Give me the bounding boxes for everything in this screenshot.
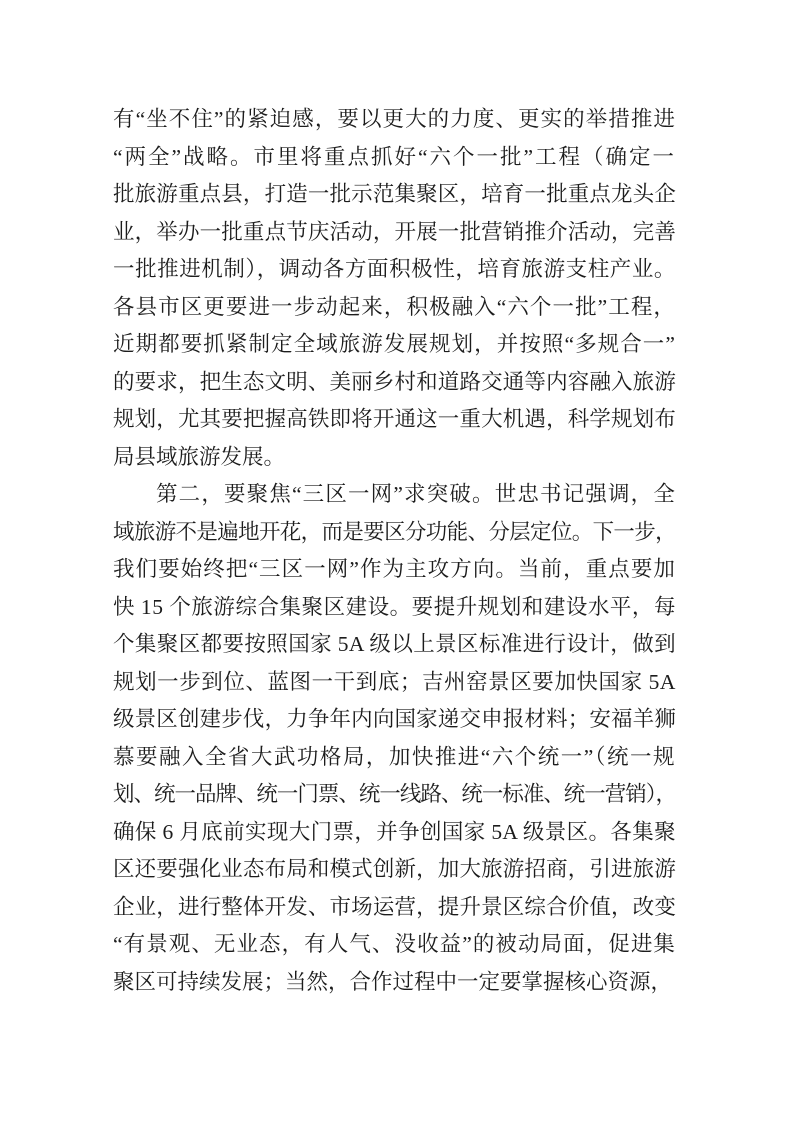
text-line: “有景观、无业态，有人气、没收益”的被动局面，促进集 — [113, 932, 676, 956]
text-line: 规划，尤其要把握高铁即将开通这一重大机遇，科学规划布 — [113, 407, 676, 431]
text-line: 第二，要聚焦“三区一网”求突破。世忠书记强调，全 — [156, 482, 676, 506]
text-line: 级景区创建步伐，力争年内向国家递交申报材料；安福羊狮 — [113, 707, 676, 731]
text-line: 确保 6 月底前实现大门票，并争创国家 5A 级景区。各集聚 — [113, 819, 676, 844]
text-line: 规划一步到位、蓝图一干到底；吉州窑景区要加快国家 5A — [113, 669, 676, 694]
text-line: 各县市区更要进一步动起来，积极融入“六个一批”工程， — [113, 294, 676, 319]
paragraph — [113, 476, 676, 1001]
text-line: 快 15 个旅游综合集聚区建设。要提升规划和建设水平，每 — [113, 594, 676, 619]
paragraph — [113, 101, 676, 476]
text-line: 域旅游不是遍地开花，而是要区分功能、分层定位。下一步， — [113, 519, 676, 544]
text-line: 我们要始终把“三区一网”作为主攻方向。当前，重点要加 — [113, 557, 676, 581]
text-line: 批旅游重点县，打造一批示范集聚区，培育一批重点龙头企 — [113, 182, 676, 206]
text-line: 聚区可持续发展；当然，合作过程中一定要掌握核心资源， — [113, 969, 673, 994]
text-line: 局县域旅游发展。 — [113, 444, 286, 469]
text-line: 区还要强化业态布局和模式创新，加大旅游招商，引进旅游 — [113, 857, 676, 881]
text-line: 划、统一品牌、统一门票、统一线路、统一标准、统一营销）， — [113, 782, 676, 806]
text-line: 近期都要抓紧制定全域旅游发展规划，并按照“多规合一” — [113, 332, 676, 356]
text-line: 的要求，把生态文明、美丽乡村和道路交通等内容融入旅游 — [113, 369, 676, 394]
text-line: 有“坐不住”的紧迫感，要以更大的力度、更实的举措推进 — [113, 107, 676, 131]
text-line: “两全”战略。市里将重点抓好“六个一批”工程（确定一 — [113, 144, 676, 169]
text-line: 一批推进机制），调动各方面积极性，培育旅游支柱产业。 — [113, 257, 676, 281]
text-line: 个集聚区都要按照国家 5A 级以上景区标准进行设计，做到 — [113, 632, 676, 656]
text-line: 业，举办一批重点节庆活动，开展一批营销推介活动，完善 — [113, 219, 676, 244]
text-line: 企业，进行整体开发、市场运营，提升景区综合价值，改变 — [113, 894, 676, 919]
text-line: 慕要融入全省大武功格局，加快推进“六个统一”（统一规 — [113, 744, 676, 769]
